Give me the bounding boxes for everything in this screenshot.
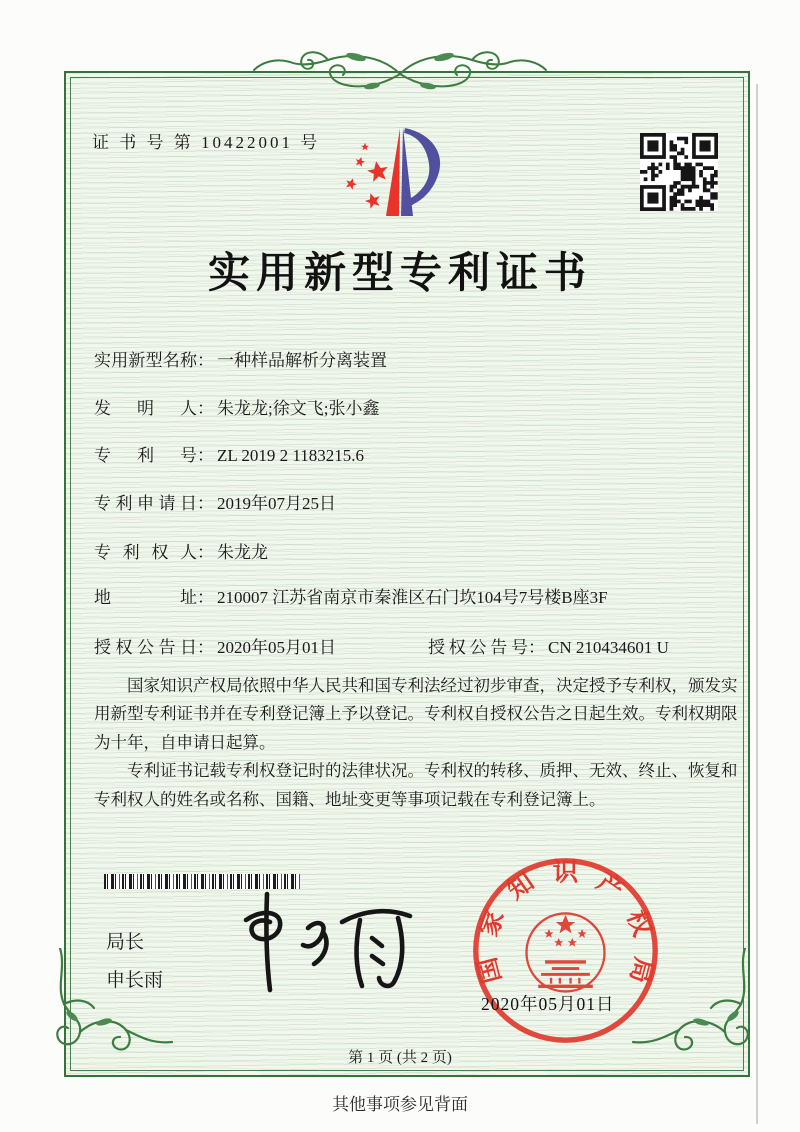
field-value: 一种样品解析分离装置 <box>217 351 387 370</box>
field-row-patentee <box>94 538 268 563</box>
seal-date: 2020年05月01日 <box>481 994 615 1014</box>
field-row-name <box>94 346 387 371</box>
field-value: 2020年05月01日 <box>217 638 336 657</box>
cnipa-seal-icon <box>468 853 663 1048</box>
back-side-note: 其他事项参见背面 <box>332 1095 468 1114</box>
field-value: 2019年07月25日 <box>217 494 336 513</box>
field-value: 210007 江苏省南京市秦淮区石门坎104号7号楼B座3F <box>217 588 608 607</box>
certificate-title: 实用新型专利证书 <box>207 251 592 297</box>
field-row-filing-date <box>94 489 336 514</box>
field-value: ZL 2019 2 1183215.6 <box>217 446 365 465</box>
field-label: 地址 <box>94 588 197 607</box>
field-label: 专利申请日 <box>94 494 197 513</box>
field-label: 授权公告号 <box>428 638 528 657</box>
colon: ： <box>197 446 214 465</box>
legal-text <box>94 672 740 814</box>
field-label: 发明人 <box>94 399 197 418</box>
issuer-block <box>106 924 163 1000</box>
field-value: CN 210434601 U <box>548 638 669 657</box>
legal-paragraph-1: 国家知识产权局依照中华人民共和国专利法经过初步审查，决定授予专利权，颁发实用新型专利证书并在专利登记簿上予以登记。专利权自授权公告之日起生效。专利权期限为十年，自申请日起算。 <box>94 676 738 752</box>
field-label: 专利号 <box>94 446 197 465</box>
cnipa-logo-icon <box>338 118 460 222</box>
field-row-patent-no <box>94 441 364 466</box>
director-signature-icon <box>212 886 430 998</box>
colon: ： <box>197 351 214 370</box>
legal-paragraph-2: 专利证书记载专利权登记时的法律状况。专利权的转移、质押、无效、终止、恢复和专利权人的姓名或名称、国籍、地址变更等事项记载在专利登记簿上。 <box>94 761 738 809</box>
issuer-name: 申长雨 <box>106 970 164 991</box>
field-row-address <box>94 583 608 608</box>
top-flourish-ornament-icon <box>248 44 552 102</box>
field-label: 专利权人 <box>94 543 197 562</box>
field-label: 授权公告日 <box>94 638 197 657</box>
page-indicator: 第 1 页 (共 2 页) <box>348 1050 452 1066</box>
national-emblem-icon <box>527 913 605 991</box>
colon: ： <box>197 588 214 607</box>
field-row-grant <box>94 633 669 658</box>
field-value: 朱龙龙;徐文飞;张小鑫 <box>217 399 380 418</box>
colon: ： <box>197 494 214 513</box>
colon: ： <box>197 638 214 657</box>
certificate-number: 证 书 号 第 10422001 号 <box>92 133 321 152</box>
field-grant-number <box>428 633 669 658</box>
colon: ： <box>197 543 214 562</box>
colon: ： <box>197 399 214 418</box>
qr-code-icon <box>640 133 718 211</box>
colon: ： <box>528 638 545 657</box>
issuer-title: 局长 <box>106 932 145 953</box>
field-label: 实用新型名称 <box>94 351 197 370</box>
field-row-inventors <box>94 394 379 419</box>
seal-text: 国家知识产权局 <box>473 858 658 987</box>
field-value: 朱龙龙 <box>217 543 268 562</box>
